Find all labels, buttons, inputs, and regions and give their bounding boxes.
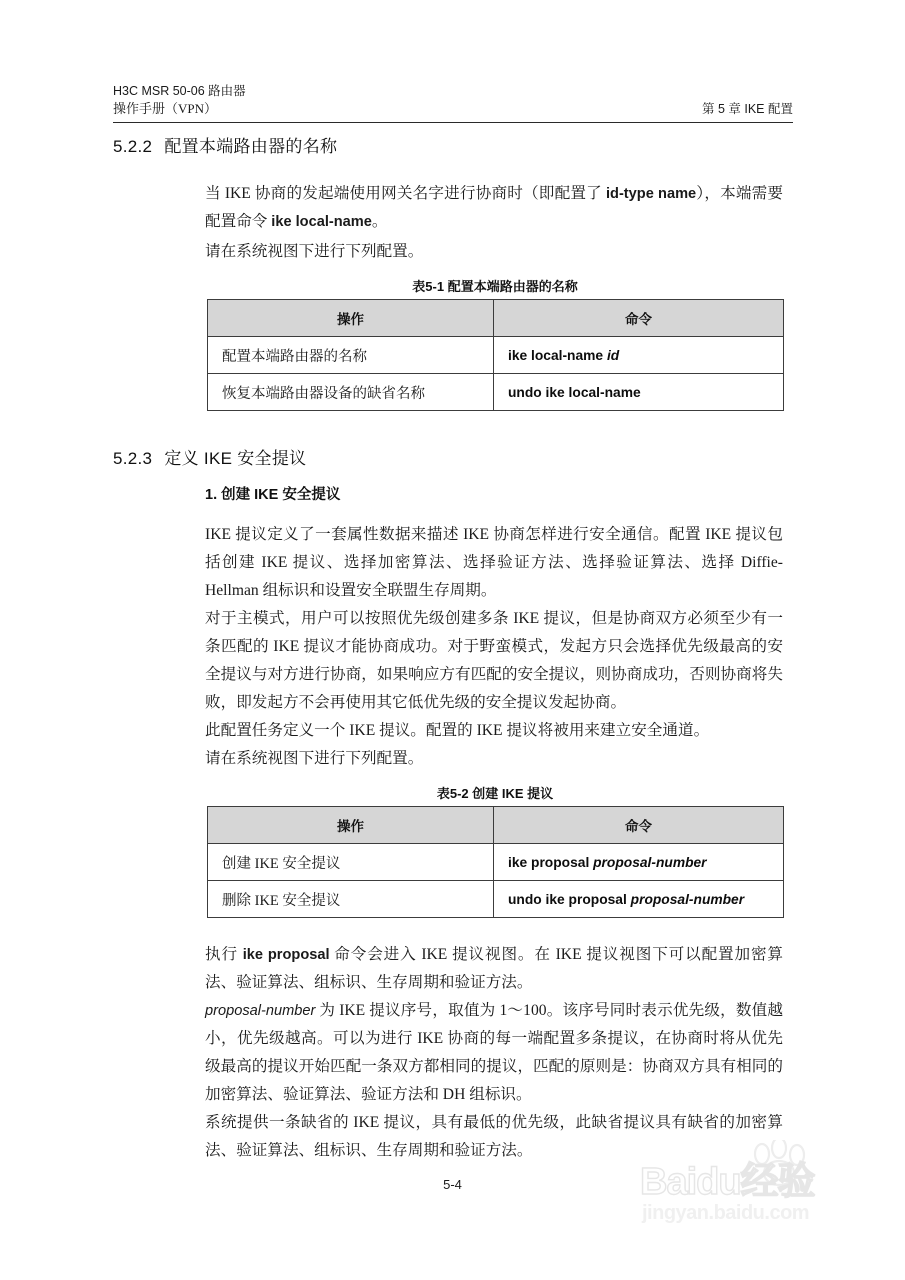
paragraph-5-2-2-2: 请在系统视图下进行下列配置。: [205, 243, 424, 260]
table-row: [208, 844, 784, 881]
table-5-2-row1-operation: 删除 IKE 安全提议: [208, 881, 494, 918]
p523-5-command-ike-proposal: ike proposal: [242, 947, 330, 963]
table-5-1-header-command: 命令: [494, 300, 784, 337]
header-chapter-label: 第 5 章 IKE 配置: [702, 102, 793, 116]
table-5-1: [207, 299, 784, 411]
header-manual-line1: H3C MSR 50-06 路由器: [113, 84, 246, 98]
table-5-1-row0-command: [494, 337, 784, 374]
paragraph-5-2-3-5: [205, 941, 783, 997]
paragraph-5-2-3-7: 系统提供一条缺省的 IKE 提议，具有最低的优先级，此缺省提议具有缺省的加密算法、验证算法、组标识、生存周期和验证方法。: [205, 1114, 783, 1159]
page-number: 5-4: [443, 1177, 462, 1192]
t51-r0-cmd-bold: ike local-name: [508, 347, 607, 363]
p522-1-command-id-type-name: id-type name: [605, 186, 697, 202]
header-divider: [113, 122, 793, 123]
table-row: [208, 374, 784, 411]
p523-6-post: 为 IKE 提议序号，取值为 1～100。该序号同时表示优先级，数值越小，优先级越高。可以为进行 IKE 协商的每一端配置多条提议，在协商时将从优先级最高的提议开始匹配一条双方都相同的提议，匹配的原则是：协商双方具有相同的加密算法、验证算法、验证方法和 DH 组标识。: [205, 1002, 783, 1103]
paragraph-5-2-2-1: [205, 180, 783, 236]
table-5-2-caption: 表5-2 创建 IKE 提议: [436, 786, 554, 801]
heading-5-2-2: [113, 132, 337, 157]
t52-r1-cmd-bold: undo ike proposal: [508, 891, 631, 907]
paragraph-5-2-3-6: [205, 997, 783, 1109]
table-5-2-row0-operation: 创建 IKE 安全提议: [208, 844, 494, 881]
baidu-jingyan-watermark: [640, 1150, 890, 1250]
table-row: [208, 337, 784, 374]
table-5-2-header-row: [208, 807, 784, 844]
p523-5-post: 命令会进入 IKE 提议视图。在 IKE 提议视图下可以配置加密算法、验证算法、组标识、生存周期和验证方法。: [205, 946, 784, 991]
table-5-2: [207, 806, 784, 918]
t51-r1-cmd-bold: undo ike local-name: [508, 384, 641, 400]
header-manual-title: [113, 82, 246, 118]
watermark-url-text: jingyan.baidu.com: [642, 1202, 810, 1224]
p522-1-pre: 当 IKE 协商的发起端使用网关名字进行协商时（即配置了: [205, 185, 606, 202]
table-5-1-caption: 表5-1 配置本端路由器的名称: [412, 279, 578, 294]
heading-5-2-2-number: 5.2.2: [113, 137, 153, 156]
table-5-2-header-operation: 操作: [208, 807, 494, 844]
heading-5-2-3-number: 5.2.3: [113, 449, 153, 468]
paragraph-5-2-3-4: 请在系统视图下进行下列配置。: [205, 750, 424, 767]
heading-5-2-3-sub1: 1. 创建 IKE 安全提议: [205, 487, 341, 503]
heading-5-2-2-title: 配置本端路由器的名称: [164, 137, 338, 156]
table-5-1-row1-command: [494, 374, 784, 411]
watermark-brand-text: Baidu经验: [640, 1161, 815, 1203]
t52-r0-cmd-bold: ike proposal: [508, 854, 594, 870]
paragraph-5-2-3-1: IKE 提议定义了一套属性数据来描述 IKE 协商怎样进行安全通信。配置 IKE 提议包括创建 IKE 提议、选择加密算法、选择验证方法、选择验证算法、选择 Diffie-Hellman 组标识和设置安全联盟生存周期。: [205, 526, 783, 599]
table-5-1-row1-operation: 恢复本端路由器设备的缺省名称: [208, 374, 494, 411]
table-5-1-header-operation: 操作: [208, 300, 494, 337]
table-5-2-row1-command: [494, 881, 784, 918]
paragraph-5-2-3-2: 对于主模式，用户可以按照优先级创建多条 IKE 提议，但是协商双方必须至少有一条匹配的 IKE 提议才能协商成功。对于野蛮模式，发起方只会选择优先级最高的安全提议与对方进行协商，如果响应方有匹配的安全提议，则协商成功，否则协商将失败，即发起方不会再使用其它低优先级的安全提议发起协商。: [205, 610, 783, 711]
p522-1-post: 。: [371, 213, 388, 230]
page-header: [113, 82, 793, 124]
table-row: [208, 881, 784, 918]
p523-6-arg-proposal-number: proposal-number: [205, 1003, 316, 1019]
t52-r1-cmd-arg: proposal-number: [630, 891, 745, 907]
header-manual-line2: 操作手册（VPN）: [113, 101, 218, 116]
table-5-1-header-row: [208, 300, 784, 337]
t52-r0-cmd-arg: proposal-number: [593, 854, 707, 870]
p522-1-mid: ），本端需要配置命令: [205, 185, 784, 230]
heading-5-2-3: [113, 444, 306, 469]
p523-5-pre: 执行: [205, 946, 243, 963]
p522-1-command-ike-local-name: ike local-name: [271, 214, 372, 230]
table-5-2-header-command: 命令: [494, 807, 784, 844]
paragraph-5-2-3-3: 此配置任务定义一个 IKE 提议。配置的 IKE 提议将被用来建立安全通道。: [205, 722, 710, 739]
heading-5-2-3-title: 定义 IKE 安全提议: [164, 449, 307, 468]
table-5-1-row0-operation: 配置本端路由器的名称: [208, 337, 494, 374]
table-5-2-row0-command: [494, 844, 784, 881]
t51-r0-cmd-arg: id: [606, 347, 620, 363]
